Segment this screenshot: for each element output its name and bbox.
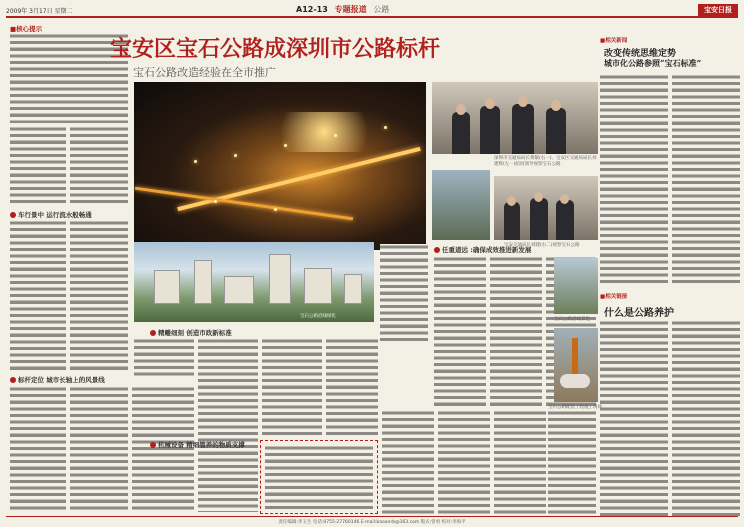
right-text-d (672, 320, 740, 516)
city-greenery-photo (134, 242, 374, 322)
mid-body-text-e (326, 338, 378, 436)
issue-date: 2009年 3月17日 星期二 (6, 8, 73, 15)
mid-body-text-c (198, 338, 258, 512)
page-header (6, 4, 738, 18)
scenery-photo (554, 258, 598, 314)
left-body-text-b (70, 126, 128, 206)
main-subheadline: 宝石公路改造经验在全市推广 (133, 66, 276, 79)
section-name: 专题报道 (334, 5, 367, 14)
officials-photo-caption: 深圳市交通局局长黄敏(右一)、宝安区交通局局长刘建辉(左一)陪同领导视察宝石公路 (494, 156, 597, 167)
highlight-box (260, 440, 378, 514)
related-news-headline-1: 改变传统思维定势 (604, 49, 677, 59)
right-text-c (600, 320, 668, 516)
mid-right-text-g (548, 410, 596, 514)
mid-body-text-b (134, 338, 194, 378)
subsection-name: 公路 (373, 5, 390, 14)
city-photo-caption: 宝石公路沿线绿化 (300, 314, 336, 319)
mid-right-text-a (434, 256, 486, 406)
scenery-caption: 宝石公路沿线景色 (554, 317, 590, 322)
page-code: A12-13 (296, 5, 328, 14)
related-link-tag: ■相关链接 (600, 294, 628, 300)
left-body-text-d (70, 220, 128, 370)
officials-inspection-photo (432, 82, 598, 154)
related-news-tag: ■相关新闻 (600, 38, 628, 44)
left-body-text-f (70, 386, 128, 512)
left-body-text-a (10, 126, 66, 206)
right-column (600, 24, 740, 519)
road-view-photo (432, 170, 490, 240)
officials-2-photo (494, 176, 598, 240)
section-label (296, 4, 389, 15)
left-body-text-e (10, 386, 66, 512)
mid-right-text-f (494, 410, 546, 514)
paper-logo: 宝安日报 (698, 4, 738, 16)
key-note-tag: ■核心提示 (10, 25, 43, 33)
left-body-text-c (10, 220, 66, 370)
mid-right-text-d (382, 410, 434, 514)
page-footer: 责任编辑:李玉生 电话:0755-27760146 E-mail:baoanrb@163.com 版式:曾勇 校对:李海平 (6, 516, 738, 526)
left-body-text-g (132, 386, 194, 512)
construction-caption: 宝石公路配套工程施工现场 (548, 405, 602, 410)
mid-body-text-a (380, 244, 428, 344)
section-heading-2: 标杆定位 城市长轴上的风景线 (10, 375, 105, 384)
related-news-headline-2: 城市化公路参照“宝石标准” (604, 58, 702, 68)
section-heading-5: 任重道远 :确保成效推进新发展 (434, 245, 531, 254)
mid-body-text-d (262, 338, 322, 436)
section-heading-1: 车行景中 运行流水般畅通 (10, 210, 92, 219)
main-headline: 宝安区宝石公路成深圳市公路标杆 (110, 36, 441, 62)
section-heading-4: 机械设备 精细管养的物质支撑 (150, 440, 245, 449)
right-text-b (672, 74, 740, 286)
night-road-photo (134, 82, 426, 250)
mid-right-text-e (438, 410, 490, 514)
construction-photo (554, 328, 598, 402)
right-text-a (600, 74, 668, 286)
related-link-headline: 什么是公路养护 (604, 308, 674, 319)
mid-right-text-b (490, 256, 542, 406)
officials-2-caption: 宝安交通局长刘建(右二)视察宝石公路 (504, 243, 580, 248)
section-heading-3: 精雕细刻 创造市政新标准 (150, 328, 232, 337)
